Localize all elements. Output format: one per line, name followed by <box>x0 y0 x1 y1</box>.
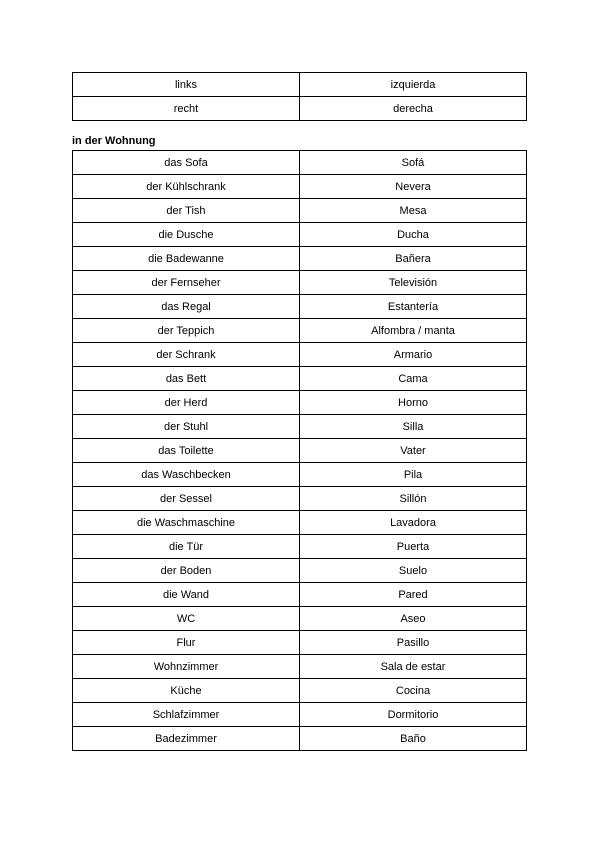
spanish-word-cell: Sofá <box>300 151 527 175</box>
spanish-word-cell: Mesa <box>300 199 527 223</box>
german-word-cell: der Tish <box>73 199 300 223</box>
german-word-cell: die Wand <box>73 583 300 607</box>
spanish-word-cell: Dormitorio <box>300 703 527 727</box>
table-row <box>73 439 527 463</box>
spanish-word-cell: Silla <box>300 415 527 439</box>
german-word-cell: die Tür <box>73 535 300 559</box>
table-row <box>73 97 527 121</box>
table-row <box>73 655 527 679</box>
german-word-cell: recht <box>73 97 300 121</box>
table-row <box>73 535 527 559</box>
table-row <box>73 559 527 583</box>
spanish-word-cell: Armario <box>300 343 527 367</box>
spanish-word-cell: Cocina <box>300 679 527 703</box>
spanish-word-cell: Suelo <box>300 559 527 583</box>
table-row <box>73 607 527 631</box>
table-row <box>73 73 527 97</box>
german-word-cell: das Bett <box>73 367 300 391</box>
german-word-cell: Schlafzimmer <box>73 703 300 727</box>
table-row <box>73 367 527 391</box>
spanish-word-cell: Puerta <box>300 535 527 559</box>
table-row <box>73 175 527 199</box>
spanish-word-cell: Pasillo <box>300 631 527 655</box>
german-word-cell: der Herd <box>73 391 300 415</box>
spanish-word-cell: Vater <box>300 439 527 463</box>
german-word-cell: der Sessel <box>73 487 300 511</box>
german-word-cell: der Stuhl <box>73 415 300 439</box>
table-row <box>73 703 527 727</box>
table-row <box>73 295 527 319</box>
spanish-word-cell: Televisión <box>300 271 527 295</box>
spanish-word-cell: izquierda <box>300 73 527 97</box>
spanish-word-cell: Bañera <box>300 247 527 271</box>
german-word-cell: die Badewanne <box>73 247 300 271</box>
spanish-word-cell: Sala de estar <box>300 655 527 679</box>
german-word-cell: der Fernseher <box>73 271 300 295</box>
german-word-cell: Küche <box>73 679 300 703</box>
spanish-word-cell: Ducha <box>300 223 527 247</box>
table-row <box>73 343 527 367</box>
spanish-word-cell: Horno <box>300 391 527 415</box>
table-row <box>73 463 527 487</box>
table-row <box>73 631 527 655</box>
german-word-cell: das Waschbecken <box>73 463 300 487</box>
german-word-cell: der Teppich <box>73 319 300 343</box>
home-vocabulary-table <box>72 150 527 751</box>
table-row <box>73 151 527 175</box>
spanish-word-cell: Pared <box>300 583 527 607</box>
spanish-word-cell: Lavadora <box>300 511 527 535</box>
spanish-word-cell: Estantería <box>300 295 527 319</box>
german-word-cell: das Sofa <box>73 151 300 175</box>
german-word-cell: das Regal <box>73 295 300 319</box>
german-word-cell: die Waschmaschine <box>73 511 300 535</box>
german-word-cell: Flur <box>73 631 300 655</box>
table-row <box>73 223 527 247</box>
section-heading: in der Wohnung <box>72 135 156 147</box>
german-word-cell: links <box>73 73 300 97</box>
german-word-cell: der Schrank <box>73 343 300 367</box>
table-row <box>73 271 527 295</box>
spanish-word-cell: derecha <box>300 97 527 121</box>
german-word-cell: WC <box>73 607 300 631</box>
table-row <box>73 391 527 415</box>
table-row <box>73 727 527 751</box>
table-row <box>73 247 527 271</box>
table-row <box>73 679 527 703</box>
german-word-cell: der Kühlschrank <box>73 175 300 199</box>
spanish-word-cell: Sillón <box>300 487 527 511</box>
table-row <box>73 415 527 439</box>
german-word-cell: Wohnzimmer <box>73 655 300 679</box>
table-row <box>73 319 527 343</box>
table-row <box>73 487 527 511</box>
spanish-word-cell: Alfombra / manta <box>300 319 527 343</box>
table-row <box>73 199 527 223</box>
german-word-cell: Badezimmer <box>73 727 300 751</box>
spanish-word-cell: Pila <box>300 463 527 487</box>
table-row <box>73 583 527 607</box>
german-word-cell: der Boden <box>73 559 300 583</box>
spanish-word-cell: Nevera <box>300 175 527 199</box>
spanish-word-cell: Baño <box>300 727 527 751</box>
directions-table <box>72 72 527 121</box>
german-word-cell: das Toilette <box>73 439 300 463</box>
spanish-word-cell: Aseo <box>300 607 527 631</box>
table-row <box>73 511 527 535</box>
spanish-word-cell: Cama <box>300 367 527 391</box>
german-word-cell: die Dusche <box>73 223 300 247</box>
